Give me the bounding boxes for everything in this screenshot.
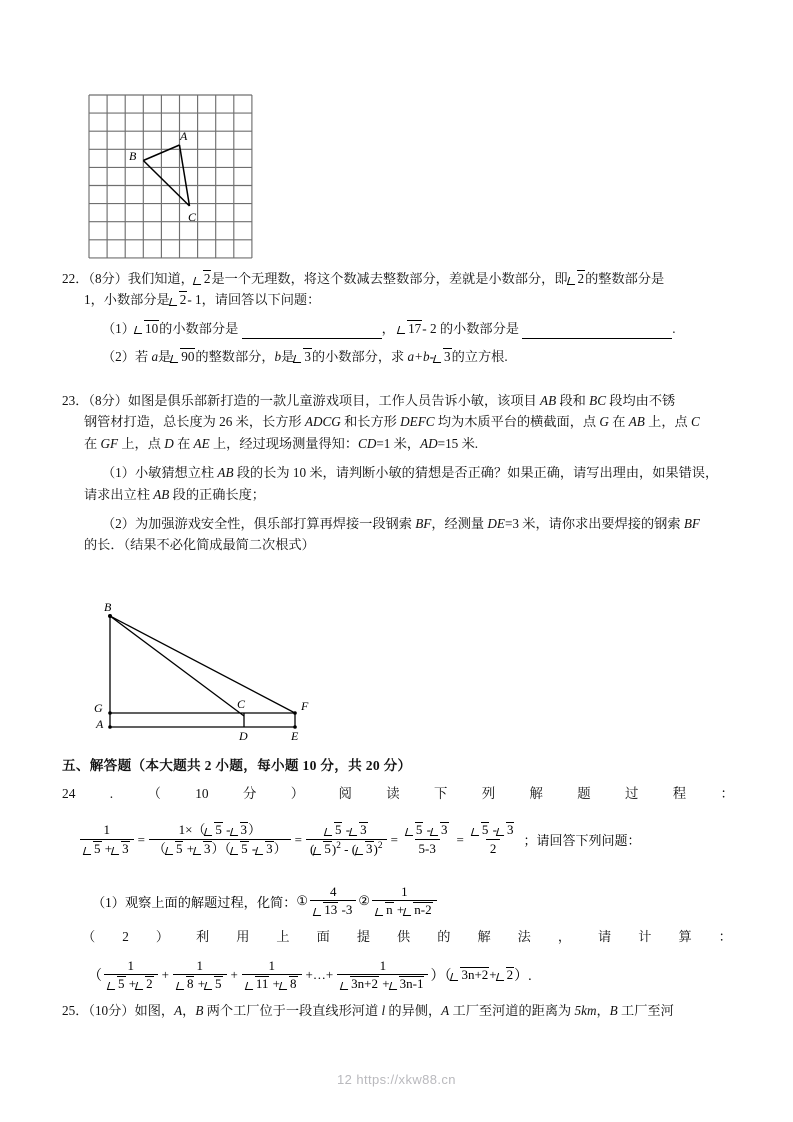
grid-figure — [88, 94, 268, 264]
circled-1: ① — [296, 893, 309, 909]
q22-line-1 — [62, 268, 752, 289]
grid-vertex-label-c: C — [188, 210, 197, 224]
q23-label-d: D — [239, 729, 248, 743]
q22-blank-2[interactable] — [522, 325, 672, 339]
q23-line-2: 钢管材打造，总长度为 26 米，长方形 ADCG 和长方形 DEFC 均为木质平台的横截面，点 G 在 AB 上，点 C — [84, 414, 700, 430]
q23-label-c: C — [237, 697, 246, 711]
frac-4-over-sqrt13-minus-3: $\frac{4}{13 -3}$ — [310, 884, 356, 918]
q24-series: （ $\frac{1}{5 + 2}$ + $\frac{1}{8 + 5}$ + $\frac{1}{11 + 8}$ +…+ $\frac{1}{3n+2 + 3n-1}$ ）（ 3n+2 + 2 ）. — [88, 958, 532, 992]
sqrt-17: 17 — [398, 318, 422, 339]
q23-figure-dots — [108, 614, 297, 729]
q24-header: 24 . （ 10 分 ） 阅 读 下 列 解 题 过 程 ： — [62, 786, 734, 801]
series-term-last: $\frac{1}{3n+2 + 3n-1}$ — [337, 958, 428, 992]
q22-part-2: （2）若 a是 90的整数部分，b是 3的小数部分，求 a+b- 3的立方根. — [102, 346, 752, 367]
sqrt-2-tail: 2 — [497, 967, 515, 983]
q22-blank-1[interactable] — [242, 325, 382, 339]
series-term-1: $\frac{1}{5 + 2}$ — [104, 958, 158, 992]
q22-part-1: （1） 10的小数部分是 ， 17- 2 的小数部分是 . — [102, 318, 752, 339]
q23-label-e: E — [291, 729, 299, 743]
grid-figure-svg — [88, 94, 268, 259]
frac-1-over-sqrtn-plus-sqrtn-2: $\frac{1}{n + n-2}$ — [372, 884, 436, 918]
q23-line-3: 在 GF 上，点 D 在 AE 上，经过现场测量得知：CD=1 米，AD=15 米. — [84, 435, 479, 451]
q22-line-2 — [84, 289, 752, 310]
grid-vertex-label-a: A — [180, 129, 188, 143]
grid-lines — [89, 95, 252, 258]
sqrt-3-a: 3 — [294, 346, 312, 367]
sqrt-2-b: 2 — [568, 268, 586, 289]
frac-final: $\frac{5 - 3}{2}$ — [468, 822, 519, 856]
frac-1-over-sqrt5-plus-sqrt3: $\frac{1}{5 + 3}$ — [80, 822, 134, 856]
q24-equation — [78, 822, 640, 857]
q22-line2-a: 1，小数部分是 — [84, 292, 170, 308]
frac-rationalized: $\frac{1\times( 5 - 3)}{( 5 + 3)( 5 - 3)}$ — [149, 822, 291, 857]
sqrt-2-c: 2 — [170, 289, 188, 310]
q23-label-b: B — [104, 600, 112, 614]
q24-part-2-header: （ 2 ） 利 用 上 面 提 供 的 解 法 ， 请 计 算 ： — [82, 929, 732, 944]
grid-vertex-label-b: B — [129, 149, 137, 163]
frac-5-minus-3: $\frac{5 - 3}{5-3}$ — [402, 822, 453, 856]
question-23 — [62, 390, 752, 556]
equals-3: = — [390, 831, 398, 847]
q23-label-a: A — [96, 717, 104, 731]
sqrt-90: 90 — [171, 346, 195, 367]
frac-squares: $\frac{5 - 3}{( 5)^2 - ( 3)^2}$ — [306, 822, 387, 857]
q23-part-1-line-1: （1）小敏猜想立柱 AB 段的长为 10 米，请判断小敏的猜想是否正确？如果正确，请写出理由，如果错误， — [102, 465, 719, 481]
sqrt-2-a: 2 — [194, 268, 212, 289]
section-5-header: 五、解答题（本大题共 2 小题，每小题 10 分，共 20 分） — [62, 758, 412, 773]
equals-4: = — [456, 831, 464, 847]
q23-part-1-line-2: 请求出立柱 AB 段的正确长度； — [84, 486, 265, 502]
page-footer: 12 https://xkw88.cn — [337, 1072, 456, 1087]
q22-line2-b: - 1，请回答以下问题： — [187, 292, 321, 308]
sqrt-3n-plus-2: 3n+2 — [451, 967, 489, 983]
q23-label-f: F — [301, 699, 309, 713]
series-ellipsis: +…+ — [305, 967, 334, 983]
circled-2: ② — [358, 893, 371, 909]
equals-2: = — [294, 831, 303, 847]
q22-intro: 22．（8分）我们知道， — [62, 271, 194, 286]
question-25: 25．（10分）如图，A，B 两个工厂位于一段直线形河道 l 的异侧，A 工厂至河道的距离为 5km，B 工厂至河 — [62, 1003, 674, 1018]
sqrt-10: 10 — [135, 318, 159, 339]
q22-intro-3: 的整数部分是 — [585, 271, 665, 286]
sqrt-3-b: 3 — [434, 346, 452, 367]
q23-label-g: G — [94, 701, 103, 715]
q23-line-1: 23．（8分）如图是俱乐部新打造的一款儿童游戏项目，工作人员告诉小敏，该项目 AB 段和 BC 段均由不锈 — [62, 393, 676, 408]
q23-part-2-line-1: （2）为加强游戏安全性，俱乐部打算再焊接一段钢索 BF，经测量 DE=3 米，请你求出要焊接的钢索 BF — [102, 515, 700, 531]
equals-1: = — [137, 831, 145, 847]
series-term-2: $\frac{1}{8 + 5}$ — [173, 958, 227, 992]
q24-eq-tail: ；请回答下列问题： — [523, 833, 641, 849]
q23-figure-svg — [80, 600, 340, 750]
q23-figure-lines — [110, 616, 295, 727]
q24-part-1: （1）观察上面的解题过程，化简： ① $\frac{4}{13 -3}$ ② $\frac{1}{n + n-2}$ — [92, 884, 439, 918]
series-term-3: $\frac{1}{11 + 8}$ — [242, 958, 302, 992]
q22-intro-2: 是一个无理数，将这个数减去整数部分，差就是小数部分，即 — [211, 271, 568, 286]
q23-figure — [80, 600, 340, 755]
q23-part-2-line-2: 的长．（结果不必化简成最简二次根式） — [84, 537, 315, 553]
question-22 — [62, 268, 752, 368]
triangle-abc — [143, 145, 189, 206]
